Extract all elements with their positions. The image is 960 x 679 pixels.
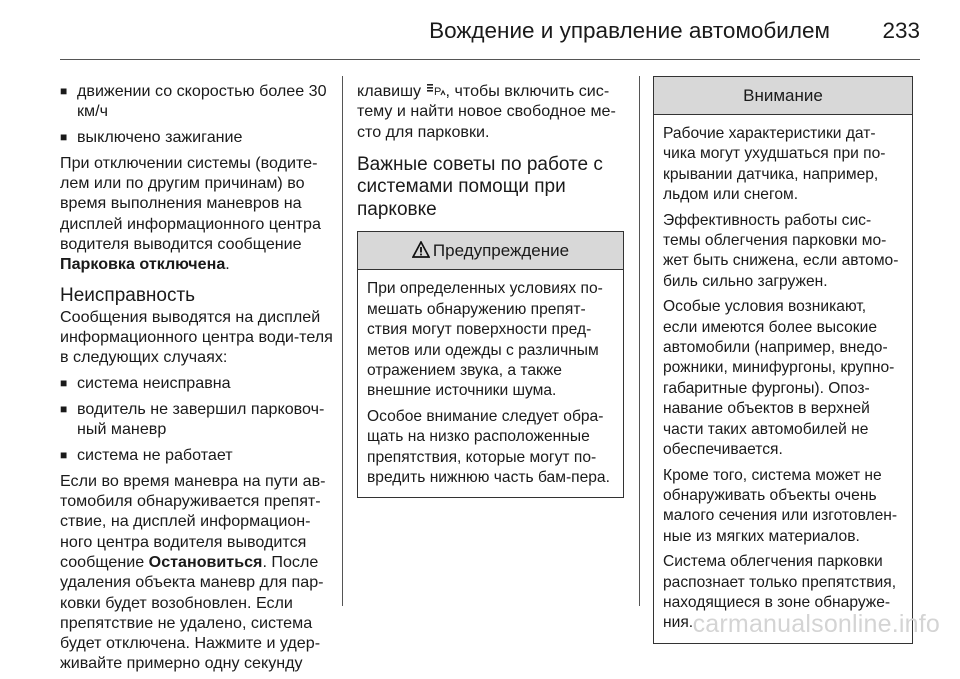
- warning-box: [357, 231, 624, 498]
- paragraph: Эффективность работы сис-темы облегчения парковки мо-жет быть снижена, если автомо-биль сильно загружен.: [663, 211, 899, 290]
- list-item: ■ система неисправна: [60, 374, 231, 393]
- message-text-bold: Парковка отключена: [60, 255, 226, 274]
- watermark: carmanualsonline.info: [692, 610, 940, 638]
- paragraph: клавишу P , чтобы включить сис-тему и найти новое свободное ме-сто для парковки.: [357, 82, 616, 141]
- warning-box-body: [358, 270, 623, 497]
- paragraph: Кроме того, система может не обнаруживать объекты очень малого сечения или изготовлен-ные из мягких материалов.: [663, 466, 898, 545]
- section-heading: Важные советы по работе с системами помощи при парковке: [357, 153, 603, 220]
- list-item: ■ движении со скоростью более 30 км/ч: [60, 82, 327, 121]
- bullet-square-icon: ■: [60, 130, 68, 145]
- paragraph: Если во время маневра на пути ав-томобиля обнаруживается препят-ствие, на дисплей информацион-ного центра водителя выводится сообщение Остановиться. После удаления объекта маневр для пар-ковки будет возобновлен. Если препятствие не удалено, система будет отключена. Нажмите и удер-живайте примерно одну секунду: [60, 471, 326, 673]
- paragraph: Рабочие характеристики дат-чика могут ухудшаться при по-крывании датчика, например, льдом или снегом.: [663, 125, 886, 204]
- column-2: [357, 81, 624, 498]
- notice-box-title: Внимание: [654, 77, 912, 115]
- column-1: [60, 81, 342, 679]
- paragraph: Система облегчения парковки распознает только препятствия, находящиеся в зоне обнаруже-ния.: [663, 553, 897, 632]
- bullet-square-icon: ■: [60, 84, 68, 98]
- notice-box-body: [654, 115, 912, 643]
- notice-box: [653, 76, 913, 644]
- paragraph: При отключении системы (водите-лем или по другим причинам) во время выполнения маневров на дисплей информационного центра водителя выводится сообщение Парковка отключена.: [60, 153, 321, 274]
- paragraph: Особые условия возникают, если имеются более высокие автомобили (например, внедо-рожники, минифургоны, крупно-габаритные фургоны). Опоз-навание объектов в верхней части таких автомобилей не обеспечивается.: [663, 298, 895, 459]
- paragraph: Сообщения выводятся на дисплей информационного центра води-теля в следующих случаях:: [60, 307, 333, 367]
- list-item: ■ выключено зажигание: [60, 128, 243, 147]
- parking-assist-icon: [426, 83, 446, 97]
- section-heading: Неисправность: [60, 284, 196, 306]
- warning-triangle-icon: [412, 241, 430, 258]
- column-3: [653, 76, 913, 644]
- header-rule: [60, 59, 920, 60]
- header-title: Вождение и управление автомобилем: [429, 18, 830, 43]
- column-divider-2: [639, 76, 640, 606]
- column-divider-1: [342, 76, 343, 606]
- bullet-square-icon: ■: [60, 401, 68, 416]
- list-item: ■ водитель не завершил парковоч-ный маневр: [60, 399, 325, 439]
- page-number: 233: [882, 18, 920, 43]
- message-text-bold: Остановиться: [148, 552, 263, 571]
- paragraph: Особое внимание следует обра-щать на низко расположенные препятствия, которые могут по-вредить нижнюю часть бам-пера.: [367, 407, 610, 487]
- paragraph: При определенных условиях по-мешать обнаружению препят-ствия могут поверхности пред-метов или одежды с различным отражением звука, а также внешние источники шума.: [367, 280, 603, 400]
- warning-box-title: Предупреждение: [358, 232, 623, 270]
- svg-text:P: P: [433, 86, 441, 97]
- list-item: ■ система не работает: [60, 445, 233, 464]
- bullet-square-icon: ■: [60, 376, 68, 391]
- bullet-square-icon: ■: [60, 447, 68, 462]
